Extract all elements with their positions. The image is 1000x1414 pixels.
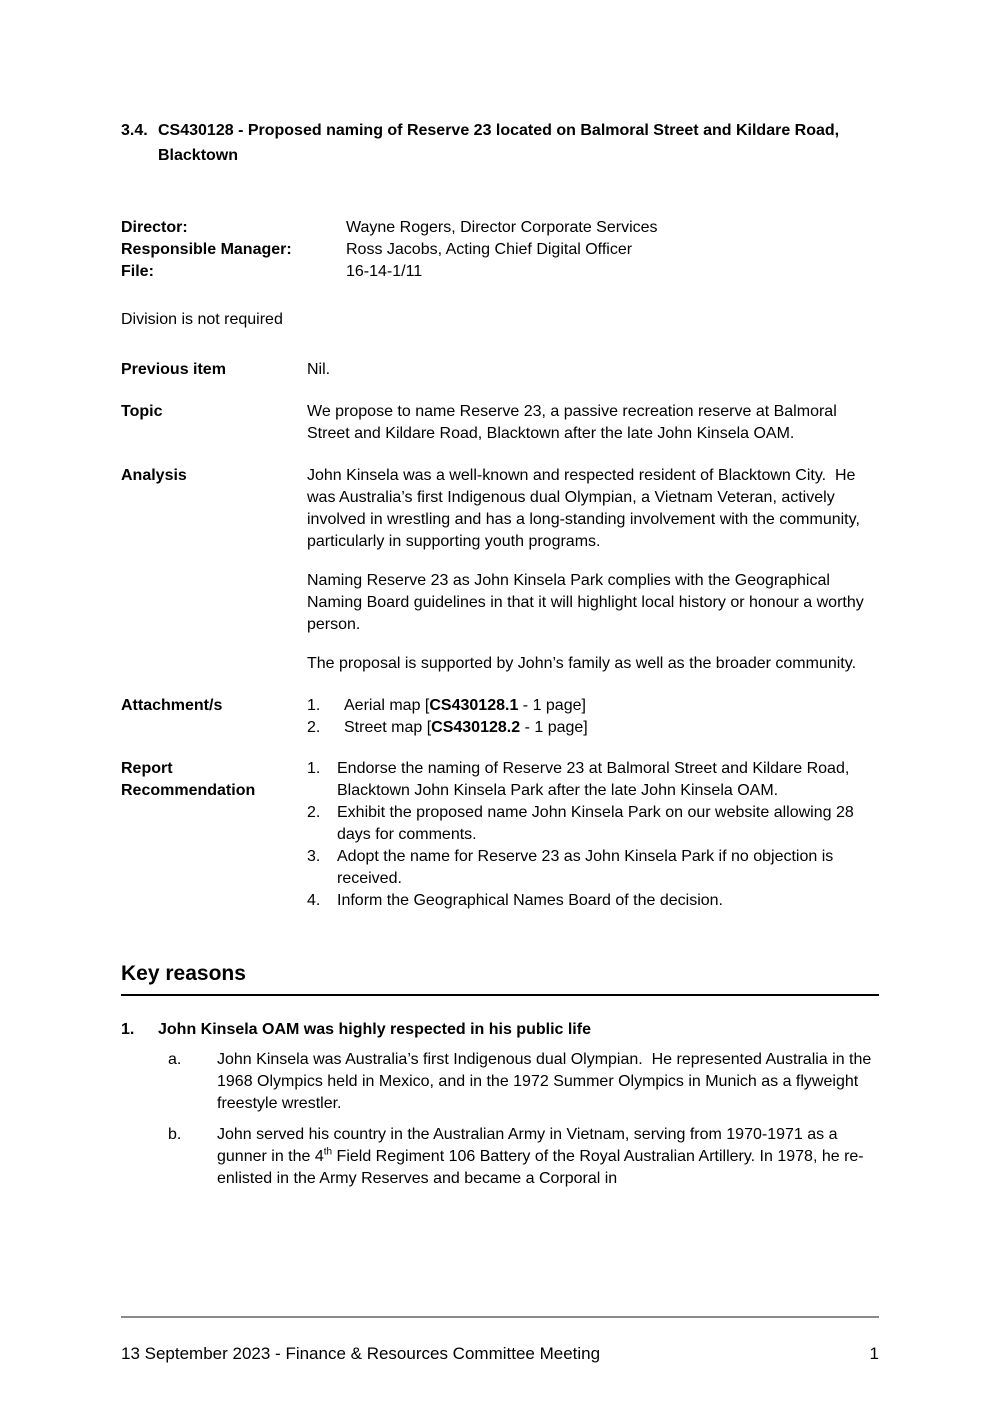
sub-a-letter: a.	[168, 1051, 182, 1068]
recommendation-3-text: Adopt the name for Reserve 23 as John Kinsela Park if no objection is received.	[337, 848, 838, 887]
recommendation-3-number: 3.	[307, 848, 321, 865]
attachment-2-suffix: - 1 page]	[520, 719, 588, 736]
recommendation-item-1	[307, 758, 879, 802]
analysis-label: Analysis	[121, 467, 187, 484]
sub-b-letter: b.	[168, 1126, 182, 1143]
previous-item-value: Nil.	[307, 361, 331, 378]
sub-b-text-after-sup: Field Regiment 106 Battery of the Royal Australian Artillery. In 1978, he re-enlisted in the Army Reserves and became a Corporal in	[217, 1148, 864, 1187]
division-note: Division is not required	[121, 311, 283, 328]
key-reason-1-title: John Kinsela OAM was highly respected in his public life	[158, 1021, 591, 1038]
attachment-2-code: CS430128.2	[431, 719, 521, 736]
attachments-row	[121, 695, 879, 739]
key-reason-1-sub-a	[168, 1049, 879, 1115]
analysis-row	[121, 465, 879, 675]
attachment-1-text	[344, 695, 879, 717]
report-title-text: CS430128 - Proposed naming of Reserve 23 located on Balmoral Street and Kildare Road, Blacktown	[158, 122, 840, 164]
recommendation-2-text: Exhibit the proposed name John Kinsela Park on our website allowing 28 days for comments.	[337, 804, 859, 843]
key-reason-1-number: 1.	[121, 1021, 135, 1038]
recommendation-item-3	[307, 846, 879, 890]
director-value: Wayne Rogers, Director Corporate Services	[346, 219, 658, 236]
previous-item-row	[121, 359, 879, 381]
analysis-paragraph-1: John Kinsela was a well-known and respected resident of Blacktown City. He was Australia’s first Indigenous dual Olympian, a Vietnam Veteran, actively involved in wrestling and has a long-standing involvement with the community, particularly in supporting youth programs.	[307, 467, 865, 550]
report-recommendation-label-line1: Report	[121, 760, 173, 777]
recommendation-1-text: Endorse the naming of Reserve 23 at Balmoral Street and Kildare Road, Blacktown John Kinsela Park after the late John Kinsela OAM.	[337, 760, 854, 799]
recommendation-item-4	[307, 890, 879, 912]
attachment-1-number: 1.	[307, 697, 321, 714]
recommendation-1-number: 1.	[307, 760, 321, 777]
analysis-paragraph-2: Naming Reserve 23 as John Kinsela Park complies with the Geographical Naming Board guidelines in that it will highlight local history or honour a worthy person.	[307, 572, 869, 633]
page-footer	[121, 1316, 879, 1365]
report-recommendation-label	[121, 758, 307, 912]
key-reason-1-title-row	[121, 1019, 879, 1041]
meta-row-director	[121, 217, 879, 239]
attachment-2-text	[344, 717, 879, 739]
sub-b-superscript: th	[323, 1146, 333, 1158]
sub-b-text-before-sup: John served his country in the Australian Army in Vietnam, serving from 1970-1971 as a gunner in the 4	[217, 1126, 842, 1165]
key-reason-1-sub-b	[168, 1124, 879, 1190]
report-title	[121, 118, 879, 168]
sub-b-text	[217, 1124, 879, 1190]
recommendation-4-text: Inform the Geographical Names Board of the decision.	[337, 892, 723, 909]
recommendation-item-2	[307, 802, 879, 846]
report-item-number: 3.4.	[121, 122, 148, 139]
previous-item-label: Previous item	[121, 361, 226, 378]
report-recommendation-row	[121, 758, 879, 912]
attachment-1-suffix: - 1 page]	[518, 697, 586, 714]
recommendation-2-number: 2.	[307, 804, 321, 821]
attachments-list	[307, 695, 879, 739]
topic-text: We propose to name Reserve 23, a passive recreation reserve at Balmoral Street and Kildare Road, Blacktown after the late John Kinsela OAM.	[307, 403, 842, 442]
recommendation-4-number: 4.	[307, 892, 321, 909]
meta-row-responsible-manager	[121, 239, 879, 261]
file-label: File:	[121, 263, 154, 280]
analysis-text	[307, 465, 879, 675]
attachments-label: Attachment/s	[121, 697, 223, 714]
key-reason-1	[121, 1019, 879, 1190]
footer-page-number: 1	[869, 1344, 879, 1363]
attachment-1-prefix: Aerial map [	[344, 697, 430, 714]
topic-label: Topic	[121, 403, 163, 420]
attachment-item-2	[307, 717, 879, 739]
file-value: 16-14-1/11	[346, 263, 423, 280]
attachment-1-code: CS430128.1	[429, 697, 519, 714]
sub-a-text: John Kinsela was Australia’s first Indigenous dual Olympian. He represented Australia in the 1968 Olympics held in Mexico, and in the 1972 Summer Olympics in Munich as a flyweight freestyle wrestler.	[217, 1051, 876, 1112]
director-label: Director:	[121, 219, 188, 236]
meta-row-file	[121, 261, 879, 283]
responsible-manager-label: Responsible Manager:	[121, 241, 292, 258]
responsible-manager-value: Ross Jacobs, Acting Chief Digital Officer	[346, 241, 633, 258]
report-recommendation-label-line2: Recommendation	[121, 782, 256, 799]
topic-row	[121, 401, 879, 445]
attachment-2-prefix: Street map [	[344, 719, 432, 736]
analysis-paragraph-3: The proposal is supported by John’s family as well as the broader community.	[307, 655, 857, 672]
key-reasons-heading: Key reasons	[121, 961, 879, 996]
attachment-item-1	[307, 695, 879, 717]
report-recommendation-list	[307, 758, 879, 912]
report-meta	[121, 217, 879, 283]
footer-meeting-title: 13 September 2023 - Finance & Resources Committee Meeting	[121, 1344, 601, 1363]
attachment-2-number: 2.	[307, 719, 321, 736]
